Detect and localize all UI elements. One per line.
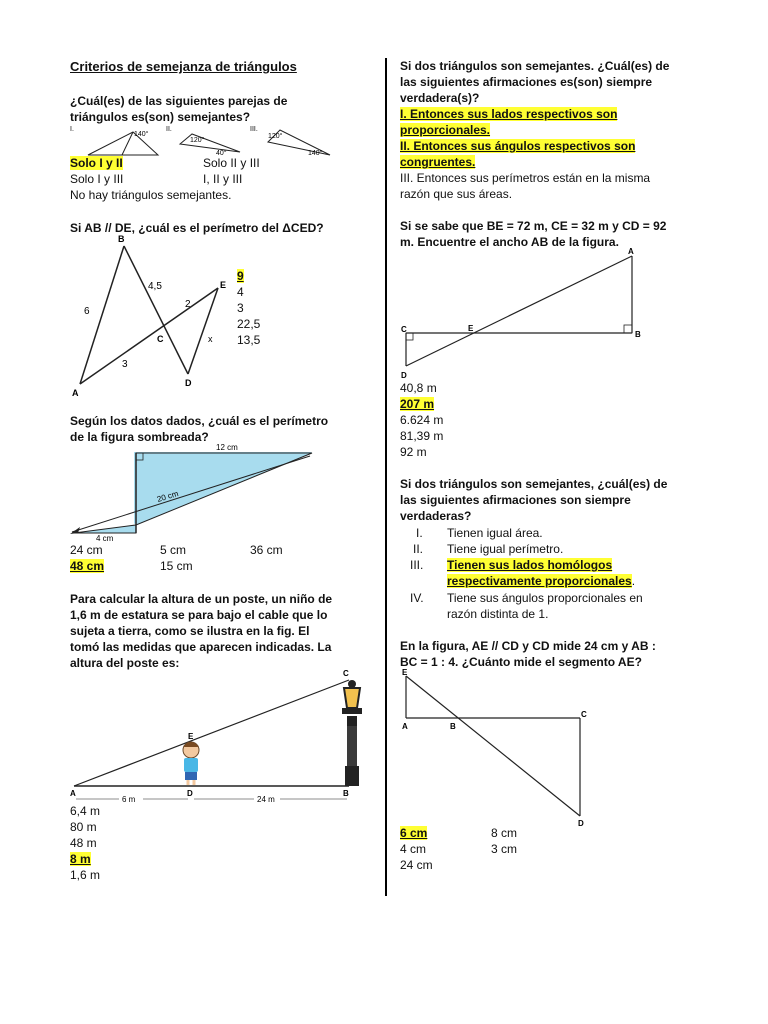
- vertex-d: D: [185, 378, 192, 388]
- dim-diagonal: 20 cm: [155, 488, 180, 504]
- answer-option[interactable]: 4: [237, 285, 244, 299]
- point-d: D: [578, 819, 584, 828]
- answer-option[interactable]: 92 m: [400, 445, 427, 459]
- dim-top: 12 cm: [216, 443, 238, 452]
- question-text: Si dos triángulos son semejantes, ¿cuál(es) de: [400, 477, 668, 491]
- answer-option[interactable]: No hay triángulos semejantes.: [70, 188, 232, 202]
- angle-label: 40°: [216, 150, 227, 157]
- answer-option[interactable]: 6,4 m: [70, 804, 101, 818]
- correct-answer: 8 m: [70, 852, 91, 866]
- trailing-period: .: [631, 574, 636, 588]
- answer-option[interactable]: [70, 155, 195, 171]
- correct-answer: I. Entonces sus lados respectivos son: [400, 107, 618, 121]
- angle-label: 140°: [134, 131, 149, 138]
- answer-option[interactable]: I, II y III: [203, 172, 243, 186]
- answer-option[interactable]: [447, 557, 612, 573]
- side-label-x: x: [208, 334, 213, 344]
- answer-option[interactable]: Solo I y III: [70, 172, 124, 186]
- point-b: B: [635, 330, 641, 339]
- question-text: las siguientes afirmaciones son siempre: [400, 493, 631, 507]
- answer-option[interactable]: 1,6 m: [70, 868, 101, 882]
- point-b: B: [343, 789, 349, 798]
- item-number: II.: [413, 542, 424, 556]
- segment-ed: [188, 288, 218, 374]
- answer-option[interactable]: 81,39 m: [400, 429, 444, 443]
- cable-line: [74, 680, 349, 786]
- column-divider: [385, 58, 387, 896]
- question-text: Si dos triángulos son semejantes. ¿Cuál(es) de: [400, 59, 670, 73]
- segment-ae: [80, 288, 218, 384]
- point-e: E: [188, 732, 194, 741]
- side-label-ce: 2: [185, 299, 191, 310]
- vertex-b: B: [118, 234, 125, 244]
- right-angle-mark: [406, 333, 413, 340]
- answer-option[interactable]: 40,8 m: [400, 381, 437, 395]
- answer-option[interactable]: 5 cm: [160, 543, 187, 557]
- angle-label: 120°: [268, 133, 283, 140]
- dim-ad: 6 m: [122, 795, 136, 804]
- point-e: E: [402, 668, 408, 677]
- lamp-icon: [344, 688, 360, 708]
- child-shorts-icon: [185, 772, 197, 780]
- child-shirt-icon: [184, 758, 198, 772]
- label-iii: III.: [250, 126, 258, 133]
- point-e: E: [468, 324, 474, 333]
- question-text: Según los datos dados, ¿cuál es el perímetro: [70, 414, 329, 428]
- line-ed: [406, 676, 580, 816]
- correct-answer: 6 cm: [400, 826, 428, 840]
- answer-option[interactable]: [400, 825, 427, 841]
- answer-option[interactable]: Solo II y III: [203, 156, 260, 170]
- answer-option[interactable]: 6.624 m: [400, 413, 444, 427]
- point-c: C: [581, 710, 587, 719]
- question-text: las siguientes afirmaciones es(son) siempre: [400, 75, 653, 89]
- point-a: A: [628, 247, 634, 256]
- answer-option[interactable]: Tienen igual área.: [447, 526, 543, 540]
- side-label-ac: 3: [122, 359, 128, 370]
- angle-label: 120°: [190, 137, 205, 144]
- answer-option[interactable]: razón distinta de 1.: [447, 607, 549, 621]
- answer-option[interactable]: 36 cm: [250, 543, 283, 557]
- answer-option[interactable]: 13,5: [237, 333, 261, 347]
- segment-i: [122, 132, 133, 155]
- question-text: En la figura, AE // CD y CD mide 24 cm y AB :: [400, 639, 656, 653]
- triangle-ii: [180, 134, 240, 152]
- question-text: verdaderas?: [400, 509, 472, 523]
- shaded-lower-triangle: [74, 525, 136, 533]
- answer-option[interactable]: Tiene sus ángulos proporcionales en: [447, 591, 643, 605]
- correct-answer: 9: [237, 269, 244, 283]
- question-text: sujeta a tierra, como se ilustra en la fig. El: [70, 624, 310, 638]
- point-c: C: [343, 669, 349, 678]
- correct-answer: 48 cm: [70, 559, 105, 573]
- dim-bottom: 4 cm: [96, 534, 114, 542]
- answer-option[interactable]: [237, 268, 244, 284]
- point-a: A: [402, 722, 408, 731]
- correct-answer: proporcionales.: [400, 123, 491, 137]
- statement-highlighted[interactable]: [400, 138, 635, 154]
- question-text: Si AB // DE, ¿cuál es el perímetro del ΔCED?: [70, 221, 324, 235]
- answer-option[interactable]: 15 cm: [160, 559, 193, 573]
- crossed-triangles-figure: [398, 246, 644, 380]
- correct-answer: respectivamente proporcionales: [447, 574, 632, 588]
- correct-answer: II. Entonces sus ángulos respectivos son: [400, 139, 636, 153]
- shaded-figure: [66, 442, 322, 542]
- vertex-a: A: [72, 388, 79, 398]
- lamp-top: [348, 680, 356, 688]
- question-text: m. Encuentre el ancho AB de la figura.: [400, 235, 619, 249]
- answer-option[interactable]: [70, 558, 154, 574]
- item-number: I.: [416, 526, 423, 540]
- right-angle-mark: [624, 325, 632, 333]
- lamp-bottom: [342, 708, 362, 714]
- item-number: III.: [410, 558, 424, 572]
- point-a: A: [70, 789, 76, 798]
- bowtie-triangles-figure: [66, 232, 236, 402]
- statement-highlighted[interactable]: [400, 122, 490, 138]
- vertex-e: E: [220, 280, 227, 290]
- answer-option[interactable]: 48 m: [70, 836, 97, 850]
- answer-option[interactable]: [70, 851, 91, 867]
- question-text: 1,6 m de estatura se para bajo el cable que lo: [70, 608, 328, 622]
- pole-figure: [64, 668, 376, 808]
- answer-option[interactable]: 24 cm: [70, 543, 103, 557]
- correct-answer: 207 m: [400, 397, 435, 411]
- side-label-bc: 4,5: [148, 281, 162, 292]
- question-text: tomó las medidas que aparecen indicadas. La: [70, 640, 332, 654]
- answer-option[interactable]: 22,5: [237, 317, 261, 331]
- triangle-pairs-figure: [68, 122, 338, 158]
- question-text: altura del poste es:: [70, 656, 180, 670]
- answer-option[interactable]: 3: [237, 301, 244, 315]
- question-text: triángulos es(son) semejantes?: [70, 110, 251, 124]
- side-label-ab: 6: [84, 306, 90, 317]
- lamp-neck: [347, 716, 357, 726]
- correct-answer: congruentes.: [400, 155, 476, 169]
- answer-option[interactable]: Tiene igual perímetro.: [447, 542, 564, 556]
- segment-bd: [124, 246, 188, 374]
- statement-highlighted[interactable]: [400, 154, 475, 170]
- correct-answer: Solo I y II: [70, 156, 123, 170]
- statement[interactable]: razón que sus áreas.: [400, 187, 513, 201]
- question-text: Para calcular la altura de un poste, un niño de: [70, 592, 333, 606]
- statement-highlighted[interactable]: [400, 106, 617, 122]
- vertex-c: C: [157, 334, 164, 344]
- answer-option[interactable]: 24 cm: [400, 858, 433, 872]
- point-c: C: [401, 325, 407, 334]
- line-da: [406, 256, 632, 366]
- answer-option[interactable]: 3 cm: [491, 842, 518, 856]
- question-text: Si se sabe que BE = 72 m, CE = 32 m y CD = 92: [400, 219, 667, 233]
- dim-db: 24 m: [257, 795, 275, 804]
- answer-option[interactable]: 80 m: [70, 820, 97, 834]
- statement[interactable]: III. Entonces sus perímetros están en la misma: [400, 171, 651, 185]
- answer-option[interactable]: 8 cm: [491, 826, 518, 840]
- point-b: B: [450, 722, 456, 731]
- label-i: I.: [70, 126, 74, 133]
- question-text: ¿Cuál(es) de las siguientes parejas de: [70, 94, 288, 108]
- parallel-segments-figure: [398, 666, 594, 828]
- label-ii: II.: [166, 126, 172, 133]
- point-d: D: [187, 789, 193, 798]
- pole-base: [345, 766, 359, 786]
- answer-option[interactable]: [400, 396, 434, 412]
- correct-answer: Tienen sus lados homólogos: [447, 558, 613, 572]
- point-d: D: [401, 371, 407, 380]
- question-text: de la figura sombreada?: [70, 430, 209, 444]
- angle-label: 140°: [308, 150, 323, 157]
- question-text: verdadera(s)?: [400, 91, 480, 105]
- answer-option[interactable]: [447, 573, 635, 589]
- page-title: Criterios de semejanza de triángulos: [70, 59, 297, 74]
- item-number: IV.: [410, 591, 424, 605]
- answer-option[interactable]: 4 cm: [400, 842, 427, 856]
- question-text: BC = 1 : 4. ¿Cuánto mide el segmento AE?: [400, 655, 642, 669]
